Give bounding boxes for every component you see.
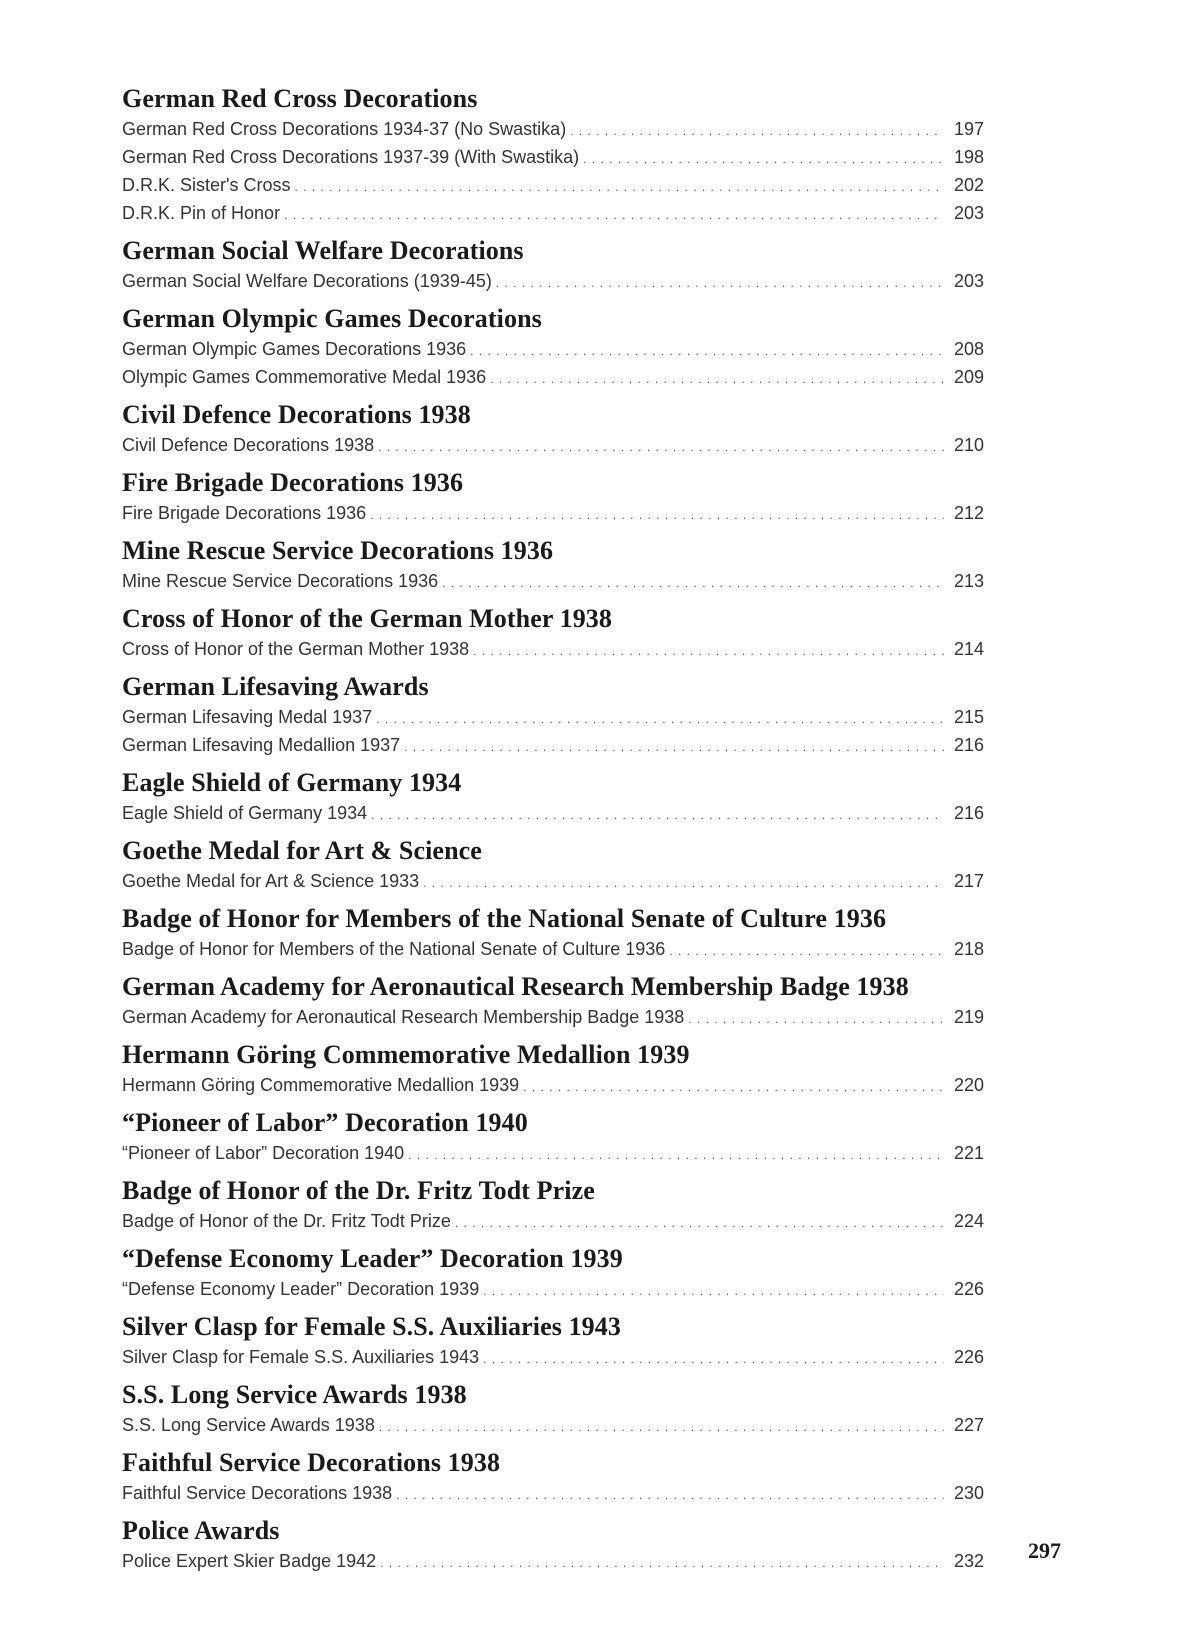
section-entries — [122, 432, 984, 460]
toc-entry — [122, 1072, 984, 1100]
dot-leader — [284, 200, 944, 228]
section-entries — [122, 800, 984, 828]
entry-page-number: 203 — [953, 271, 984, 291]
section-entries — [122, 636, 984, 664]
entry-page-number: 226 — [953, 1279, 984, 1299]
entry-page-number: 221 — [953, 1143, 984, 1163]
section-entries — [122, 568, 984, 596]
section-heading: Eagle Shield of Germany 1934 — [122, 768, 462, 797]
dot-leader — [370, 500, 944, 528]
dot-leader — [378, 432, 944, 460]
entry-title: German Lifesaving Medal 1937 — [122, 707, 373, 727]
dot-leader — [379, 1412, 944, 1440]
dot-leader — [380, 1548, 944, 1576]
section-heading: “Defense Economy Leader” Decoration 1939 — [122, 1244, 623, 1273]
entry-page-number: 218 — [953, 939, 984, 959]
entry-page-number: 227 — [953, 1415, 984, 1435]
toc-section — [122, 902, 984, 964]
toc-entry — [122, 636, 984, 664]
dot-leader — [371, 800, 944, 828]
toc-section — [122, 970, 984, 1032]
toc-entry — [122, 1548, 984, 1576]
toc-entry — [122, 1004, 984, 1032]
entry-title: Mine Rescue Service Decorations 1936 — [122, 571, 439, 591]
entry-page-number: 224 — [953, 1211, 984, 1231]
section-heading: Silver Clasp for Female S.S. Auxiliaries 1943 — [122, 1312, 621, 1341]
dot-leader — [473, 636, 944, 664]
section-entries — [122, 868, 984, 896]
section-entries — [122, 1140, 984, 1168]
toc-section — [122, 1514, 984, 1576]
entry-title: Eagle Shield of Germany 1934 — [122, 803, 368, 823]
section-entries — [122, 1276, 984, 1304]
toc-entry — [122, 1208, 984, 1236]
entry-page-number: 214 — [953, 639, 984, 659]
table-of-contents — [122, 82, 984, 1582]
entry-title: Badge of Honor for Members of the National Senate of Culture 1936 — [122, 939, 666, 959]
toc-section — [122, 82, 984, 228]
toc-section — [122, 670, 984, 760]
toc-section — [122, 302, 984, 392]
toc-entry — [122, 1480, 984, 1508]
section-heading: Faithful Service Decorations 1938 — [122, 1448, 501, 1477]
entry-title: Badge of Honor of the Dr. Fritz Todt Prize — [122, 1211, 451, 1231]
toc-section — [122, 766, 984, 828]
section-heading: Cross of Honor of the German Mother 1938 — [122, 604, 613, 633]
toc-entry — [122, 800, 984, 828]
entry-page-number: 230 — [953, 1483, 984, 1503]
dot-leader — [404, 732, 944, 760]
dot-leader — [523, 1072, 944, 1100]
entry-title: German Olympic Games Decorations 1936 — [122, 339, 467, 359]
entry-page-number: 210 — [953, 435, 984, 455]
dot-leader — [688, 1004, 944, 1032]
toc-entry — [122, 1140, 984, 1168]
section-entries — [122, 1480, 984, 1508]
section-entries — [122, 1072, 984, 1100]
entry-page-number: 220 — [953, 1075, 984, 1095]
entry-title: German Red Cross Decorations 1934-37 (No Swastika) — [122, 119, 567, 139]
entry-title: Civil Defence Decorations 1938 — [122, 435, 375, 455]
dot-leader — [483, 1344, 944, 1372]
toc-entry — [122, 1276, 984, 1304]
entry-page-number: 215 — [953, 707, 984, 727]
toc-entry — [122, 1412, 984, 1440]
entry-page-number: 217 — [953, 871, 984, 891]
entry-page-number: 216 — [953, 803, 984, 823]
page-number: 297 — [1028, 1538, 1061, 1563]
toc-section — [122, 834, 984, 896]
section-entries — [122, 1208, 984, 1236]
entry-title: S.S. Long Service Awards 1938 — [122, 1415, 375, 1435]
dot-leader — [583, 144, 944, 172]
toc-entry — [122, 868, 984, 896]
entry-page-number: 219 — [953, 1007, 984, 1027]
dot-leader — [408, 1140, 944, 1168]
dot-leader — [496, 268, 944, 296]
entry-title: Faithful Service Decorations 1938 — [122, 1483, 393, 1503]
entry-title: German Social Welfare Decorations (1939-45) — [122, 271, 492, 291]
toc-entry — [122, 364, 984, 392]
entry-title: Goethe Medal for Art & Science 1933 — [122, 871, 420, 891]
entry-title: Olympic Games Commemorative Medal 1936 — [122, 367, 487, 387]
toc-entry — [122, 704, 984, 732]
section-entries — [122, 1548, 984, 1576]
section-entries — [122, 116, 984, 228]
dot-leader — [294, 172, 944, 200]
entry-page-number: 198 — [953, 147, 984, 167]
section-heading: Hermann Göring Commemorative Medallion 1939 — [122, 1040, 690, 1069]
entry-title: Fire Brigade Decorations 1936 — [122, 503, 367, 523]
dot-leader — [455, 1208, 944, 1236]
toc-entry — [122, 1344, 984, 1372]
section-heading: Fire Brigade Decorations 1936 — [122, 468, 464, 497]
entry-title: German Lifesaving Medallion 1937 — [122, 735, 401, 755]
toc-entry — [122, 200, 984, 228]
entry-page-number: 213 — [953, 571, 984, 591]
toc-section — [122, 1446, 984, 1508]
toc-entry — [122, 268, 984, 296]
section-heading: Mine Rescue Service Decorations 1936 — [122, 536, 554, 565]
entry-title: Police Expert Skier Badge 1942 — [122, 1551, 377, 1571]
toc-entry — [122, 568, 984, 596]
section-entries — [122, 936, 984, 964]
dot-leader — [396, 1480, 944, 1508]
section-heading: German Olympic Games Decorations — [122, 304, 542, 333]
section-heading: Badge of Honor for Members of the National Senate of Culture 1936 — [122, 904, 887, 933]
entry-title: Hermann Göring Commemorative Medallion 1939 — [122, 1075, 520, 1095]
entry-title: Silver Clasp for Female S.S. Auxiliaries 1943 — [122, 1347, 480, 1367]
section-entries — [122, 336, 984, 392]
dot-leader — [483, 1276, 944, 1304]
toc-section — [122, 534, 984, 596]
section-entries — [122, 1004, 984, 1032]
entry-title: Cross of Honor of the German Mother 1938 — [122, 639, 470, 659]
toc-section — [122, 1310, 984, 1372]
toc-section — [122, 1378, 984, 1440]
entry-title: D.R.K. Pin of Honor — [122, 203, 281, 223]
section-heading: “Pioneer of Labor” Decoration 1940 — [122, 1108, 528, 1137]
dot-leader — [570, 116, 944, 144]
toc-section — [122, 1106, 984, 1168]
entry-page-number: 209 — [953, 367, 984, 387]
dot-leader — [669, 936, 944, 964]
toc-entry — [122, 336, 984, 364]
toc-section — [122, 1242, 984, 1304]
section-entries — [122, 500, 984, 528]
dot-leader — [490, 364, 944, 392]
entry-page-number: 216 — [953, 735, 984, 755]
section-entries — [122, 268, 984, 296]
entry-title: “Pioneer of Labor” Decoration 1940 — [122, 1143, 405, 1163]
toc-section — [122, 1174, 984, 1236]
entry-page-number: 202 — [953, 175, 984, 195]
toc-section — [122, 602, 984, 664]
section-entries — [122, 1344, 984, 1372]
section-heading: German Lifesaving Awards — [122, 672, 429, 701]
entry-title: German Red Cross Decorations 1937-39 (With Swastika) — [122, 147, 580, 167]
entry-title: D.R.K. Sister's Cross — [122, 175, 291, 195]
entry-title: German Academy for Aeronautical Research Membership Badge 1938 — [122, 1007, 685, 1027]
entry-page-number: 208 — [953, 339, 984, 359]
section-entries — [122, 1412, 984, 1440]
dot-leader — [376, 704, 944, 732]
section-heading: Civil Defence Decorations 1938 — [122, 400, 471, 429]
section-heading: Badge of Honor of the Dr. Fritz Todt Prize — [122, 1176, 595, 1205]
toc-entry — [122, 936, 984, 964]
section-heading: S.S. Long Service Awards 1938 — [122, 1380, 467, 1409]
entry-page-number: 203 — [953, 203, 984, 223]
entry-page-number: 197 — [953, 119, 984, 139]
toc-section — [122, 466, 984, 528]
section-heading: Police Awards — [122, 1516, 280, 1545]
section-heading: German Social Welfare Decorations — [122, 236, 524, 265]
section-heading: Goethe Medal for Art & Science — [122, 836, 482, 865]
toc-entry — [122, 172, 984, 200]
section-heading: German Academy for Aeronautical Research Membership Badge 1938 — [122, 972, 909, 1001]
toc-entry — [122, 732, 984, 760]
toc-entry — [122, 116, 984, 144]
toc-section — [122, 398, 984, 460]
dot-leader — [442, 568, 944, 596]
entry-page-number: 232 — [953, 1551, 984, 1571]
toc-entry — [122, 432, 984, 460]
toc-section — [122, 1038, 984, 1100]
entry-page-number: 226 — [953, 1347, 984, 1367]
toc-section — [122, 234, 984, 296]
entry-title: “Defense Economy Leader” Decoration 1939 — [122, 1279, 480, 1299]
entry-page-number: 212 — [953, 503, 984, 523]
section-heading: German Red Cross Decorations — [122, 84, 478, 113]
section-entries — [122, 704, 984, 760]
dot-leader — [470, 336, 944, 364]
toc-entry — [122, 500, 984, 528]
dot-leader — [423, 868, 944, 896]
toc-entry — [122, 144, 984, 172]
